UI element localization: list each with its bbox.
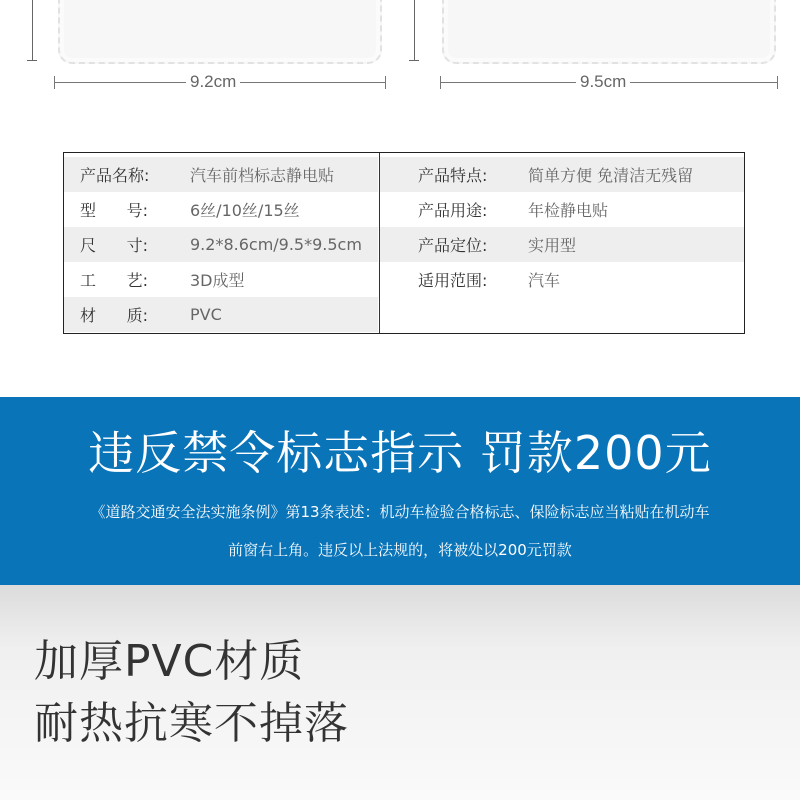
- spec-value: 3D成型: [190, 271, 245, 290]
- spec-value: 汽车前档标志静电贴: [190, 166, 335, 185]
- spec-value: 9.2*8.6cm/9.5*9.5cm: [190, 235, 362, 254]
- spec-row: [64, 157, 378, 192]
- spec-column-left: [64, 157, 378, 332]
- spec-key-part: 材: [80, 306, 97, 325]
- width-dimension-right: [440, 72, 778, 92]
- feature-section: [0, 585, 800, 800]
- spec-value: 简单方便 免清洁无残留: [528, 166, 694, 185]
- spec-key-part: 型: [80, 201, 97, 220]
- width-dimension-left: [54, 72, 386, 92]
- spec-key-part: 质:: [126, 306, 148, 325]
- spec-row: [380, 262, 744, 297]
- spec-row: [380, 157, 744, 192]
- height-dimension-tick: [409, 60, 419, 61]
- banner-law-text-line2: 前窗右上角。违反以上法规的，将被处以200元罚款: [228, 541, 572, 559]
- spec-column-right: [380, 157, 744, 297]
- spec-row: [64, 262, 378, 297]
- spec-key-part: 号:: [126, 201, 148, 220]
- dimension-label-right: 9.5cm: [576, 72, 630, 92]
- spec-key: 适用范围:: [418, 271, 488, 290]
- spec-key: [64, 303, 172, 326]
- spec-key: 产品用途:: [418, 201, 488, 220]
- spec-value: 年检静电贴: [528, 201, 609, 220]
- spec-row: [64, 297, 378, 332]
- spec-key: [64, 198, 172, 221]
- penalty-banner: [0, 397, 800, 585]
- spec-value: PVC: [190, 305, 222, 324]
- spec-key: [64, 268, 172, 291]
- spec-value: 6丝/10丝/15丝: [190, 201, 300, 220]
- height-dimension-line: [32, 0, 33, 60]
- spec-key-part: 艺:: [126, 271, 148, 290]
- spec-row: [64, 227, 378, 262]
- sticker-right: [442, 0, 776, 64]
- banner-headline: 违反禁令标志指示 罚款200元: [88, 426, 712, 480]
- spec-row: [64, 192, 378, 227]
- spec-table: [63, 152, 745, 334]
- spec-key: 产品名称:: [80, 166, 150, 185]
- spec-row: [380, 192, 744, 227]
- feature-line2: 耐热抗寒不掉落: [34, 698, 349, 749]
- spec-key-part: 寸:: [126, 236, 148, 255]
- spec-key: 产品特点:: [418, 166, 488, 185]
- height-dimension-line: [414, 0, 415, 60]
- sticker-left: [58, 0, 382, 64]
- banner-law-text-line1: 《道路交通安全法实施条例》第13条表述：机动车检验合格标志、保险标志应当粘贴在机动车: [90, 503, 710, 521]
- spec-key: [64, 233, 172, 256]
- dimension-label-left: 9.2cm: [186, 72, 240, 92]
- spec-value: 汽车: [528, 271, 561, 290]
- spec-row: [380, 227, 744, 262]
- spec-key: 产品定位:: [418, 236, 488, 255]
- sticker-illustrations: [0, 0, 800, 110]
- feature-line1: 加厚PVC材质: [34, 636, 305, 687]
- spec-key-part: 尺: [80, 236, 97, 255]
- spec-value: 实用型: [528, 236, 577, 255]
- spec-key-part: 工: [80, 271, 97, 290]
- height-dimension-tick: [27, 60, 37, 61]
